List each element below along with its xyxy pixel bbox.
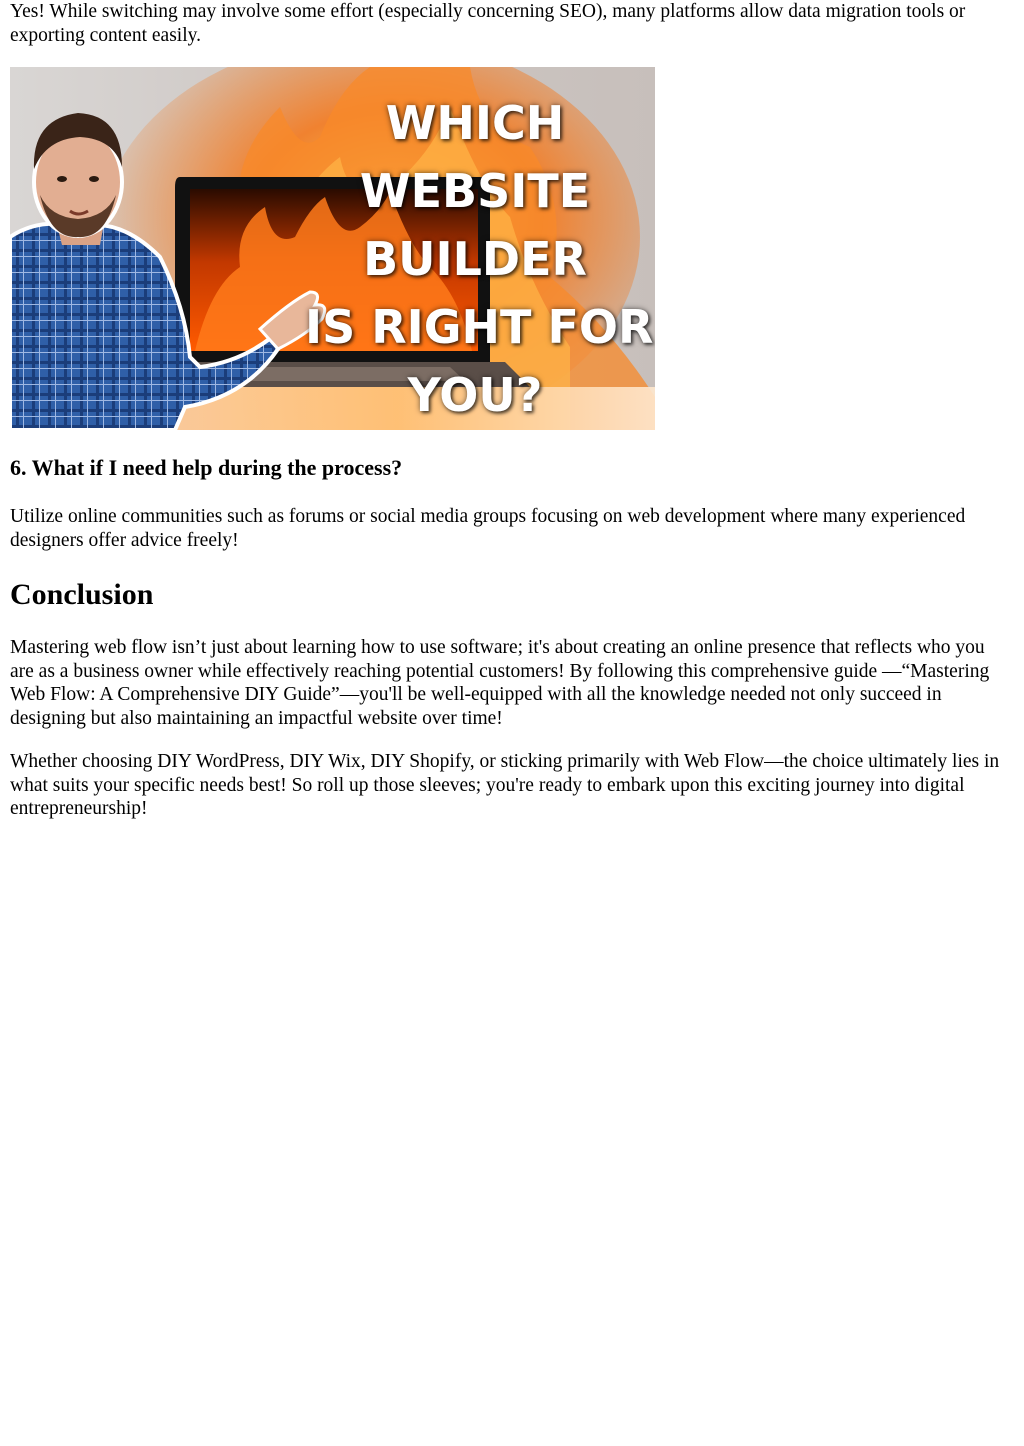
conclusion-paragraph-2: Whether choosing DIY WordPress, DIY Wix, DIY Shopify, or sticking primarily with Web Flow—the choice ultimately lies in what suits your specific needs best! So roll up those sleeves; you're ready to embark upon this exciting journey into digital entrepreneurship! (10, 751, 1000, 819)
man-eye-right (89, 176, 99, 182)
hero-title-line: YOU? (407, 368, 543, 422)
hero-title-line: WEBSITE (359, 164, 591, 218)
hero-title-line: WHICH (385, 96, 565, 150)
hero-title (305, 89, 654, 429)
hero-image (10, 67, 655, 430)
man-eye-left (57, 176, 67, 182)
faq-6-heading: 6. What if I need help during the process? (10, 455, 403, 480)
conclusion-heading: Conclusion (10, 578, 154, 611)
article-page (10, 0, 1006, 821)
hero-title-line: IS RIGHT FOR (305, 300, 654, 354)
conclusion-paragraph-1: Mastering web flow isn’t just about learning how to use software; it's about creating an online presence that reflects who you are as a business owner while effectively reaching potential customers! By following this comprehensive guide —“Mastering Web Flow: A Comprehensive DIY Guide”—you'll be well-equipped with all the knowledge needed not only succeed in designing but also maintaining an impactful website over time! (10, 637, 990, 729)
faq-6-answer: Utilize online communities such as forums or social media groups focusing on web development where many experienced designers offer advice freely! (10, 506, 966, 551)
hero-title-line: BUILDER (363, 232, 587, 286)
migration-answer-paragraph: Yes! While switching may involve some effort (especially concerning SEO), many platforms allow data migration tools or exporting content easily. (10, 1, 966, 46)
